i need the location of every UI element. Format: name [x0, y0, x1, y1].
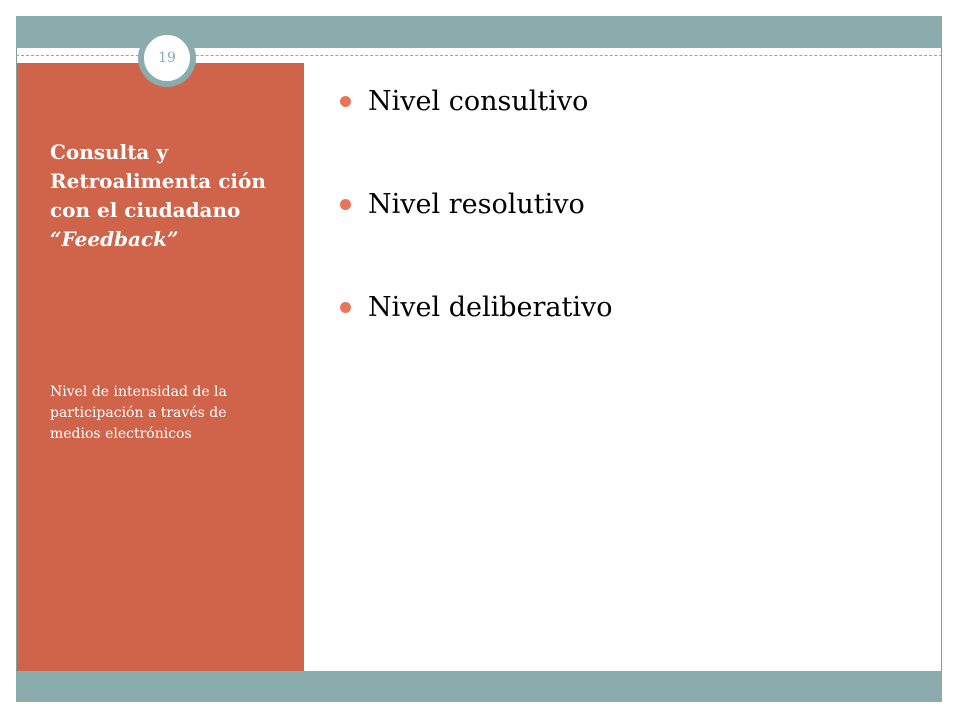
feedback-word: Feedback — [61, 227, 168, 251]
slide-title — [50, 138, 280, 254]
bullet-text: Nivel consultivo — [368, 85, 589, 117]
bullet-text: Nivel deliberativo — [368, 291, 613, 323]
slide-title-text: Consulta y Retroalimenta ción con el ciudadano — [50, 140, 266, 222]
slide-title-emphasis — [50, 227, 179, 251]
bullet-item-resolutivo — [340, 183, 613, 225]
bullet-item-deliberativo — [340, 286, 613, 328]
bottom-band — [16, 671, 942, 702]
bullet-dot-icon — [340, 199, 351, 210]
close-quote: ” — [167, 227, 179, 251]
slide-subtitle: Nivel de intensidad de la participación a través de medios electrónicos — [50, 384, 227, 442]
page-number-badge — [138, 29, 196, 87]
bullet-list — [340, 80, 613, 389]
bullet-dot-icon — [340, 96, 351, 107]
bullet-dot-icon — [340, 302, 351, 313]
page-number: 19 — [143, 34, 191, 82]
bullet-text: Nivel resolutivo — [368, 188, 585, 220]
bullet-item-consultivo — [340, 80, 613, 122]
open-quote: “ — [50, 227, 62, 251]
